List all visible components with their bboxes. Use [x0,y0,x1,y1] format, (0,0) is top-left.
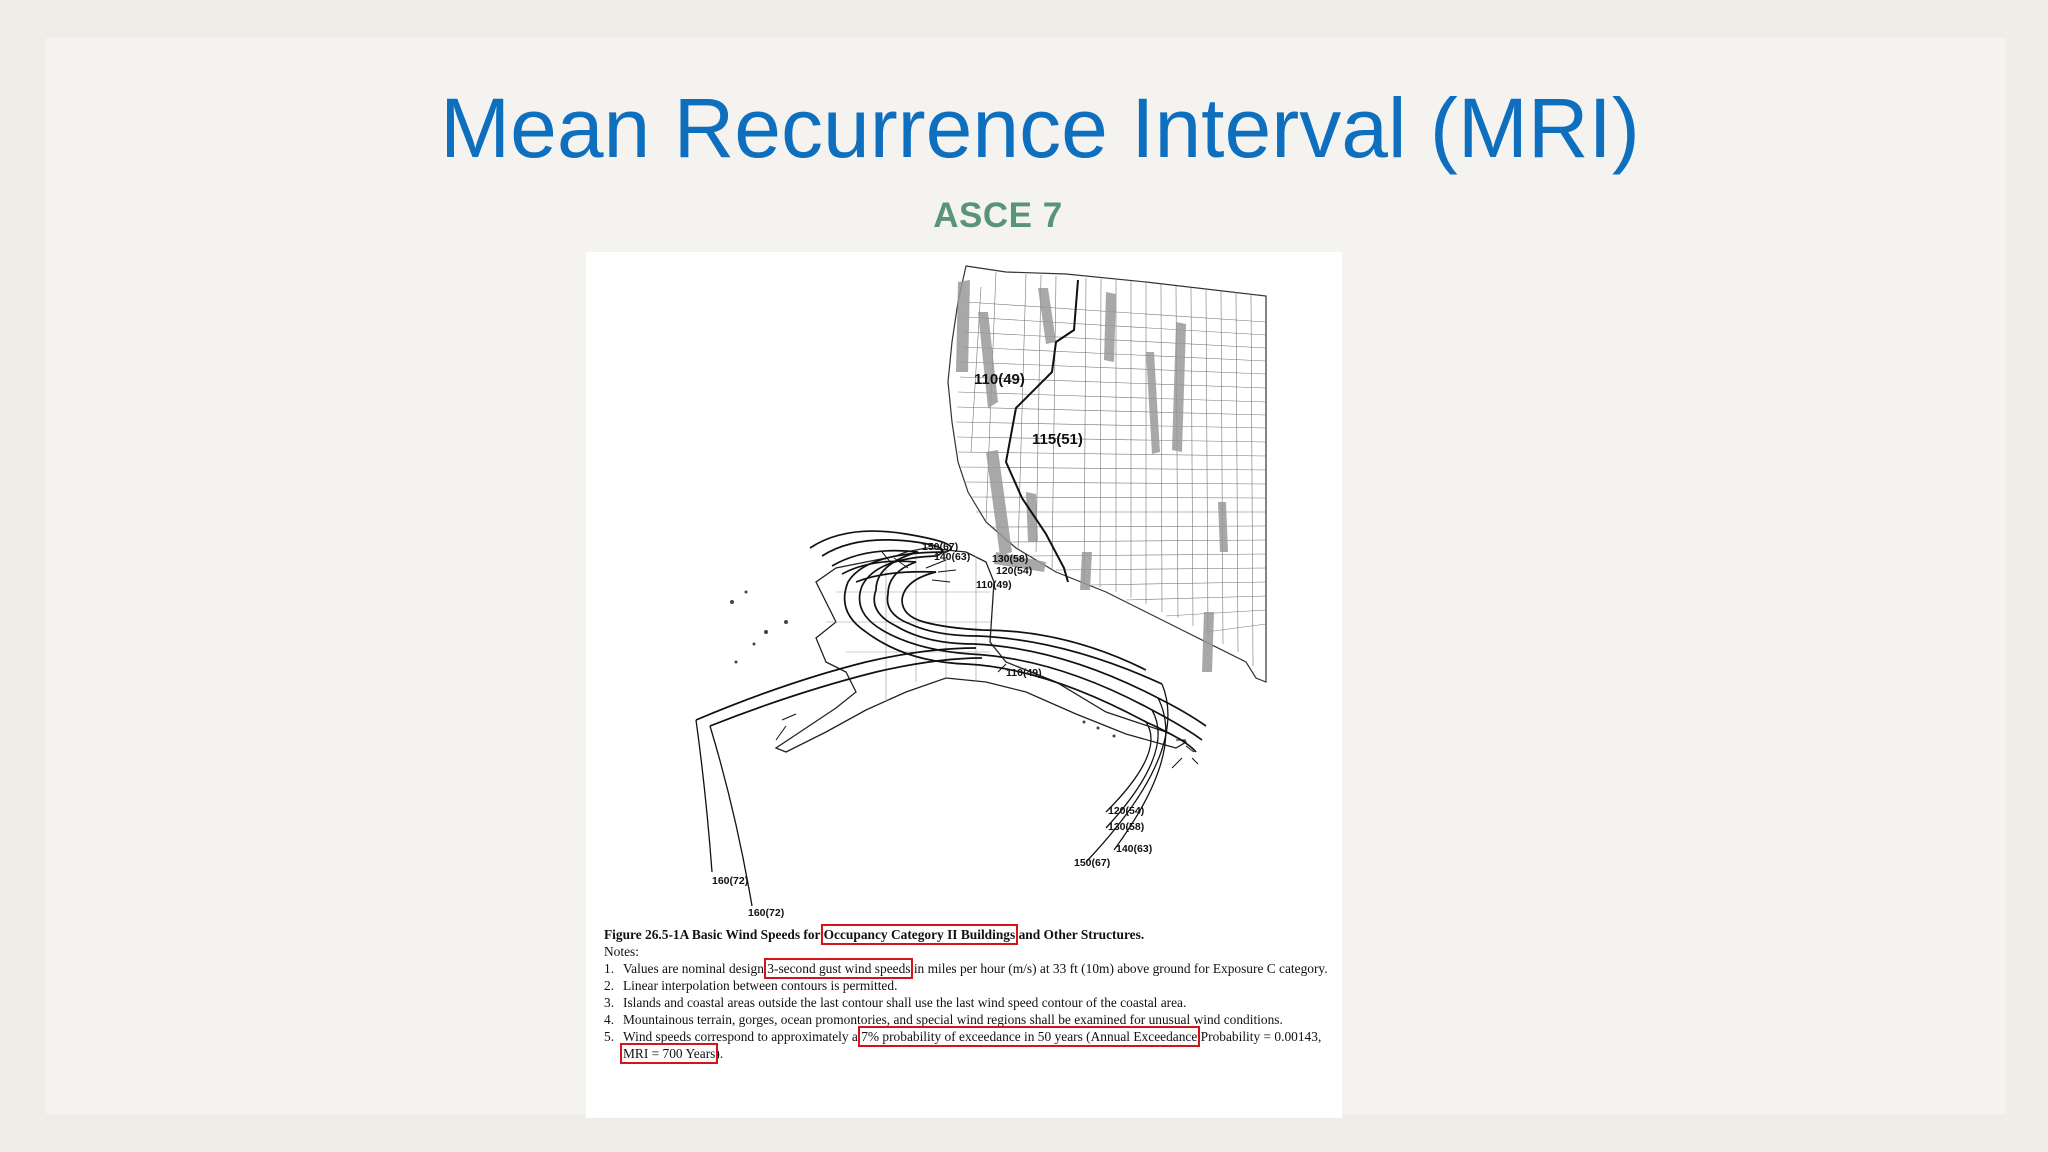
caption-title-post: and Other Structures. [1015,927,1145,942]
conus-label-b: 115(51) [1032,431,1083,448]
contour-label: 160(72) [712,875,749,887]
alaska-extension-lines [696,684,1168,906]
contour-label: 120(54) [1108,805,1145,817]
note-item [604,1011,1334,1028]
note-item [604,960,1334,977]
note-text: ). [715,1046,724,1061]
slide-title: Mean Recurrence Interval (MRI) [440,81,1640,175]
contour-label: 150(67) [1074,857,1111,869]
figure-caption [604,926,1334,1062]
wind-speed-map [586,252,1342,918]
contour-label: 110(49) [1006,667,1042,679]
contour-label: 160(72) [748,907,785,918]
highlight-occupancy-category: Occupancy Category II Buildings [823,927,1016,942]
note-text: Islands and coastal areas outside the last contour shall use the last wind speed contour of the coastal area. [623,995,1187,1010]
note-number: 2. [604,978,615,993]
note-text: Wind speeds correspond to approximately a [623,1029,862,1044]
note-text: Values are nominal design [623,961,768,976]
caption-title-pre: Figure 26.5-1A Basic Wind Speeds for [604,927,824,942]
note-text: Mountainous terrain, gorges, ocean promontories, and special wind regions shall be examined for unusual wind conditions. [623,1012,1283,1027]
contour-label: 140(63) [1116,843,1153,855]
alaska-islands [730,591,1116,738]
note-text: Probability = 0.00143, [1197,1029,1322,1044]
highlight-mri-700: MRI = 700 Years [623,1046,716,1061]
highlight-exceedance-probability: 7% probability of exceedance in 50 years (Annual Exceedance [861,1029,1198,1044]
wind-speed-figure [586,252,1342,1118]
note-number: 1. [604,961,615,976]
notes-list [604,960,1334,1062]
conus-label-a: 110(49) [974,371,1025,388]
notes-label: Notes: [604,944,639,959]
slide-subtitle: ASCE 7 [933,196,1063,235]
note-number: 5. [604,1029,615,1044]
contour-label: 110(49) [976,579,1012,591]
contour-label: 130(58) [1108,821,1145,833]
contour-label: 150(67) [922,541,959,553]
contour-label: 130(58) [992,553,1029,565]
caption-title [604,926,1334,943]
note-item [604,1028,1334,1062]
note-item [604,977,1334,994]
contour-label: 120(54) [996,565,1033,577]
note-text: Linear interpolation between contours is permitted. [623,978,898,993]
highlight-gust-wind-speeds: 3-second gust wind speeds [767,961,911,976]
contour-label: 140(63) [934,551,971,563]
note-item [604,994,1334,1011]
note-number: 4. [604,1012,615,1027]
note-number: 3. [604,995,615,1010]
alaska-contours [696,531,1206,752]
note-text: in miles per hour (m/s) at 33 ft (10m) above ground for Exposure C category. [910,961,1328,976]
